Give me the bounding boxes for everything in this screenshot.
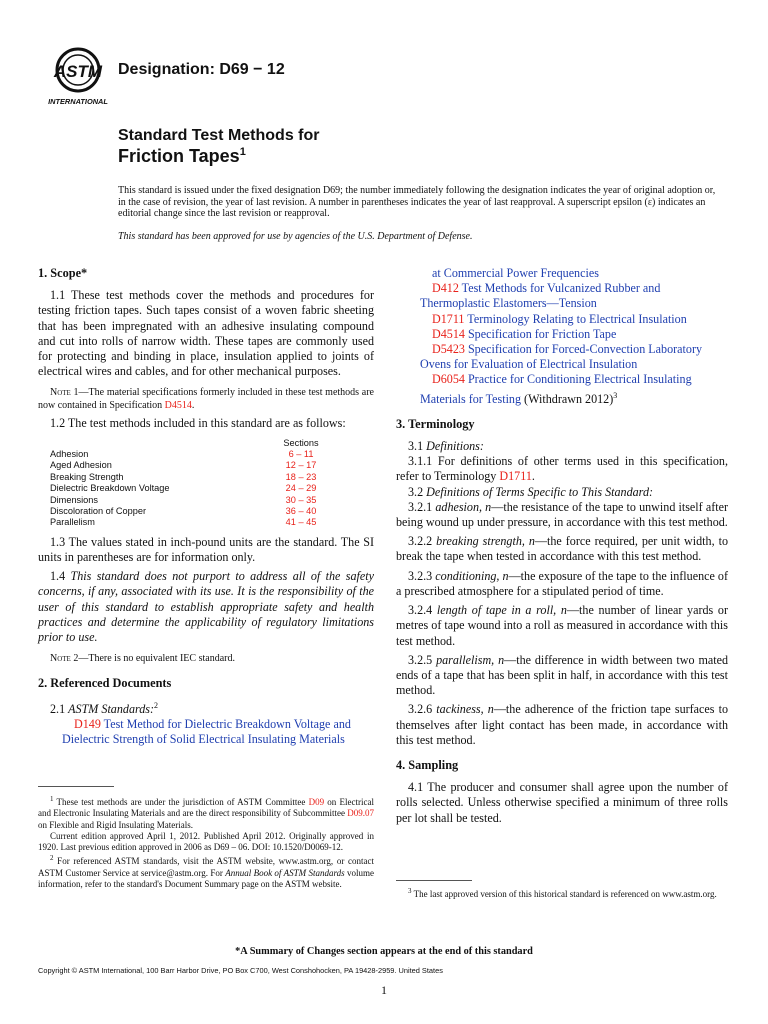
link-d149[interactable]: D149: [74, 717, 101, 732]
link-d412[interactable]: D412: [432, 281, 459, 296]
link-d1711[interactable]: D1711: [432, 311, 465, 326]
def-conditioning: 3.2.3 conditioning, n—the exposure of the tape to the influence of a prescribed atmosphere for a stipulated period of time.: [396, 568, 729, 598]
note-2: Note 2—There is no equivalent IEC standard.: [50, 653, 235, 665]
title-footnote-marker: 1: [239, 146, 246, 158]
table-row: Dimensions 30 – 35: [50, 494, 317, 505]
scope-heading: 1. Scope*: [38, 266, 88, 280]
note-1: Note 1—The material specifications formerly included in these test methods are now contained in Specification D4514.: [38, 387, 374, 411]
link-d1711-term[interactable]: D1711: [499, 469, 532, 484]
terminology-3-1-1: 3.1.1 For definitions of other terms used in this specification, refer to Terminology D1711.: [396, 454, 728, 484]
def-parallelism: 3.2.5 parallelism, n—the difference in width between two mated ends of a tape that has been split in half, in accordance with this test method.: [396, 652, 728, 698]
sampling-heading: 4. Sampling: [396, 757, 459, 772]
def-adhesion: 3.2.1 adhesion, n—the resistance of the tape to unwind itself after being wound up under pressure, in accordance with this test method.: [396, 499, 728, 530]
svg-text:INTERNATIONAL: INTERNATIONAL: [48, 97, 108, 106]
svg-text:ASTM: ASTM: [53, 62, 103, 81]
table-row: Dielectric Breakdown Voltage 24 – 29: [50, 483, 317, 494]
scope-1-3: 1.3 The values stated in inch-pound units are the standard. The SI units in parentheses are for information only.: [38, 534, 374, 565]
referenced-documents-heading: 2. Referenced Documents: [38, 675, 172, 690]
footnote-3: $^3$ The last approved version of this historical standard is referenced on www.astm.org.: [408, 887, 717, 899]
table-row: Parallelism 41 – 45: [50, 517, 317, 528]
sections-table: [50, 438, 336, 529]
sampling-4-1: 4.1 The producer and consumer shall agree upon the number of rolls selected. Unless otherwise specified a minimum of three rolls per lot shall be tested.: [396, 780, 728, 825]
table-row: Adhesion 6 – 11: [50, 449, 314, 460]
footnotes-right: [396, 886, 728, 900]
right-column: [396, 266, 728, 826]
link-d09-07[interactable]: D09.07: [347, 808, 374, 819]
terminology-3-1: 3.1 Definitions:: [408, 439, 484, 454]
footnote-1: $^1$ These test methods are under the jurisdiction of ASTM Committee D09 on Electrical and Electronic Insulating Materials and are the direct responsibility of Subcommittee D09.07 on Flexible and Rigid Insulating Materials.: [38, 795, 374, 830]
ref-d6054: D6054 Practice for Conditioning Electrical Insulating Materials for Testing (Withdrawn 2012)$^3$: [420, 372, 692, 406]
scope-1-1: 1.1 These test methods cover the methods and procedures for testing friction tapes. Such tapes consist of a woven fabric sheeting that has been impregnated with an adhesive insulating compound and cut into rolls of narrow width. These tapes are commonly used for protecting and binding in place, insulation applied to joints of electrical wires and cables, and for other mechanical purposes.: [38, 288, 374, 379]
scope-1-2: 1.2 The test methods included in this standard are as follows:: [50, 416, 346, 431]
link-d09[interactable]: D09: [308, 797, 325, 807]
def-tackiness: 3.2.6 tackiness, n—the adherence of the friction tape surfaces to themselves after light contact has been made, in accordance with this test method.: [396, 702, 728, 747]
link-d4514-ref[interactable]: D4514: [432, 326, 465, 341]
designation: Designation: D69 − 12: [118, 61, 285, 78]
ref-d149-cont: at Commercial Power Frequencies: [432, 266, 599, 280]
title-line1: Standard Test Methods for: [118, 127, 320, 144]
dod-approval: This standard has been approved for use by agencies of the U.S. Department of Defense.: [118, 231, 473, 242]
astm-standards-label: 2.1 ASTM Standards:$^2$: [50, 701, 159, 717]
designation-note: This standard is issued under the fixed designation D69; the number immediately following the designation indicates the year of original adoption or, in the case of revision, the year of last revision. A number in parentheses indicates the year of last reapproval. A superscript epsilon (ε) indicates an editorial change since the last revision or reapproval.: [118, 185, 716, 219]
ref-d5423: D5423 Specification for Forced-Convection Laboratory Ovens for Evaluation of Electrical Insulation: [420, 342, 703, 372]
table-row: Breaking Strength 18 – 23: [50, 471, 317, 482]
footnote-rule-right: [396, 880, 472, 881]
footnotes-left: [38, 794, 374, 890]
ref-d412: D412 Test Methods for Vulcanized Rubber and Thermoplastic Elastomers—Tension: [420, 281, 661, 311]
left-column: [38, 266, 374, 748]
table-row: Discoloration of Copper 36 – 40: [50, 506, 317, 517]
copyright: Copyright © ASTM International, 100 Barr Harbor Drive, PO Box C700, West Conshohocken, PA 19428-2959. United States: [38, 966, 443, 975]
title-line2: Friction Tapes$^1$: [118, 146, 246, 166]
terminology-3-2: 3.2 Definitions of Terms Specific to This Standard:: [408, 484, 654, 499]
summary-of-changes-note: *A Summary of Changes section appears at the end of this standard: [235, 946, 533, 957]
link-d4514[interactable]: D4514: [164, 399, 192, 411]
def-length-of-tape: 3.2.4 length of tape in a roll, n—the number of linear yards or metres of tape wound into a roll as measured in accordance with this test method.: [396, 603, 728, 648]
sections-header: Sections: [283, 437, 319, 448]
footnote-1-edition: Current edition approved April 1, 2012. Published April 2012. Originally approved in 1920. Last previous edition approved in 2006 as D69 – 06. DOI: 10.1520/D0069-12.: [38, 830, 374, 853]
scope-1-4: 1.4 This standard does not purport to address all of the safety concerns, if any, associated with its use. It is the responsibility of the user of this standard to establish appropriate safety and health practices and determine the applicability of regulatory limitations prior to use.: [38, 569, 374, 645]
ref-d1711: D1711 Terminology Relating to Electrical Insulation: [432, 311, 687, 326]
page-number: 1: [381, 983, 387, 997]
ref-d4514: D4514 Specification for Friction Tape: [432, 326, 617, 341]
footnote-2: $^2$ For referenced ASTM standards, visit the ASTM website, www.astm.org, or contact ASTM Customer Service at service@astm.org. For Annual Book of ASTM Standards volume information, refer to the standard's Document Summary page on the ASTM website.: [38, 854, 375, 890]
astm-logo: [44, 46, 112, 106]
footnote-rule-left: [38, 786, 114, 787]
terminology-heading: 3. Terminology: [396, 416, 475, 431]
link-d5423[interactable]: D5423: [432, 342, 465, 357]
ref-d149: D149 Test Method for Dielectric Breakdown Voltage and Dielectric Strength of Solid Electrical Insulating Materials: [62, 717, 351, 747]
def-breaking-strength: 3.2.2 breaking strength, n—the force required, per unit width, to break the tape when tested in accordance with this test method.: [396, 534, 728, 564]
link-d6054[interactable]: D6054: [432, 372, 465, 387]
table-row: Aged Adhesion 12 – 17: [50, 460, 317, 471]
